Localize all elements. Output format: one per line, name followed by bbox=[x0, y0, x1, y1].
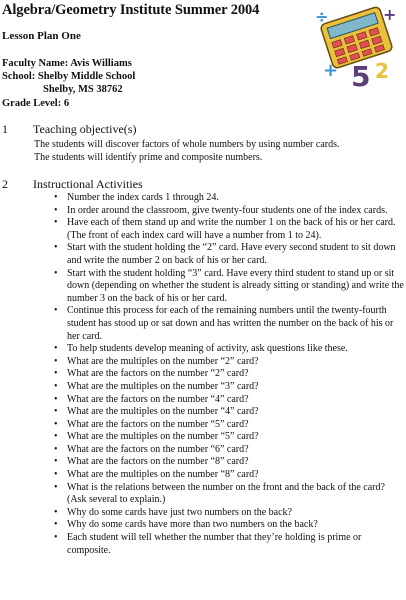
list-item: • Number the index cards 1 through 24. bbox=[54, 192, 404, 205]
faculty-name: Faculty Name: Avis Williams bbox=[2, 58, 132, 69]
list-item: • Why do some cards have more than two numbers on the back? bbox=[54, 519, 404, 532]
list-item: • Start with the student holding the “2” card. Have every second student to sit down and write the number 2 on back of his or her card. bbox=[54, 242, 404, 267]
objectives bbox=[34, 138, 340, 164]
clipart-glyph: 2 bbox=[375, 59, 389, 83]
list-item: • What are the factors on the number “4” card? bbox=[54, 394, 404, 407]
list-item: • Each student will tell whether the number that they’re holding is prime or composite. bbox=[54, 532, 404, 557]
list-item: • In order around the classroom, give twenty-four students one of the index cards. bbox=[54, 205, 404, 218]
list-item: • Continue this process for each of the remaining numbers until the twenty-fourth student has stood up or sat down and has written the number on the back of his or her card. bbox=[54, 305, 404, 343]
faculty-info bbox=[2, 57, 135, 110]
list-item: • Why do some cards have just two numbers on the back? bbox=[54, 507, 404, 520]
list-item: • What are the factors on the number “2” card? bbox=[54, 368, 404, 381]
clipart-glyph: ÷ bbox=[315, 7, 329, 26]
list-item: • Have each of them stand up and write the number 1 on the back of his or her card. (The front of each index card will have a number from 1 to 24). bbox=[54, 217, 404, 242]
list-item: • What are the multiples on the number “5” card? bbox=[54, 431, 404, 444]
document-title: Algebra/Geometry Institute Summer 2004 bbox=[2, 2, 260, 18]
objective-line: The students will discover factors of whole numbers by using number cards. bbox=[34, 139, 340, 150]
list-item: • What are the factors on the number “6” card? bbox=[54, 444, 404, 457]
objective-line: The students will identify prime and composite numbers. bbox=[34, 152, 263, 164]
school-name: School: Shelby Middle School bbox=[2, 71, 136, 83]
list-item: • Start with the student holding “3” card. Have every third student to stand up or sit down (depending on whether the student is already sitting or standing) and write the number 3 on the back of his or her card. bbox=[54, 268, 404, 306]
section-number: 1 bbox=[2, 122, 8, 136]
list-item: • What are the multiples on the number “4” card? bbox=[54, 406, 404, 419]
list-item: • What are the factors on the number “8” card? bbox=[54, 456, 404, 469]
school-city: Shelby, MS 38762 bbox=[43, 84, 123, 96]
section-number: 2 bbox=[2, 177, 8, 191]
activity-list bbox=[54, 192, 404, 557]
section-title: Instructional Activities bbox=[33, 177, 143, 191]
list-item: • What are the factors on the number “5” card? bbox=[54, 419, 404, 432]
calculator-clipart-icon bbox=[313, 2, 405, 90]
list-item: • What are the multiples on the number “3” card? bbox=[54, 381, 404, 394]
list-item: • What are the multiples on the number “8” card? bbox=[54, 469, 404, 482]
list-item: • What is the relations between the number on the front and the back of the card? (Ask several to explain.) bbox=[54, 482, 404, 507]
clipart-glyph: + bbox=[323, 60, 339, 81]
list-item: • What are the multiples on the number “2” card? bbox=[54, 356, 404, 369]
list-item: • To help students develop meaning of activity, ask questions like these. bbox=[54, 343, 404, 356]
clipart-glyph: + bbox=[383, 5, 397, 24]
section-title: Teaching objective(s) bbox=[33, 122, 137, 136]
section-heading bbox=[2, 177, 143, 192]
clipart-glyph: 5 bbox=[351, 60, 371, 90]
grade-level: Grade Level: 6 bbox=[2, 97, 70, 109]
section-heading bbox=[2, 122, 136, 137]
lesson-title: Lesson Plan One bbox=[2, 30, 81, 42]
